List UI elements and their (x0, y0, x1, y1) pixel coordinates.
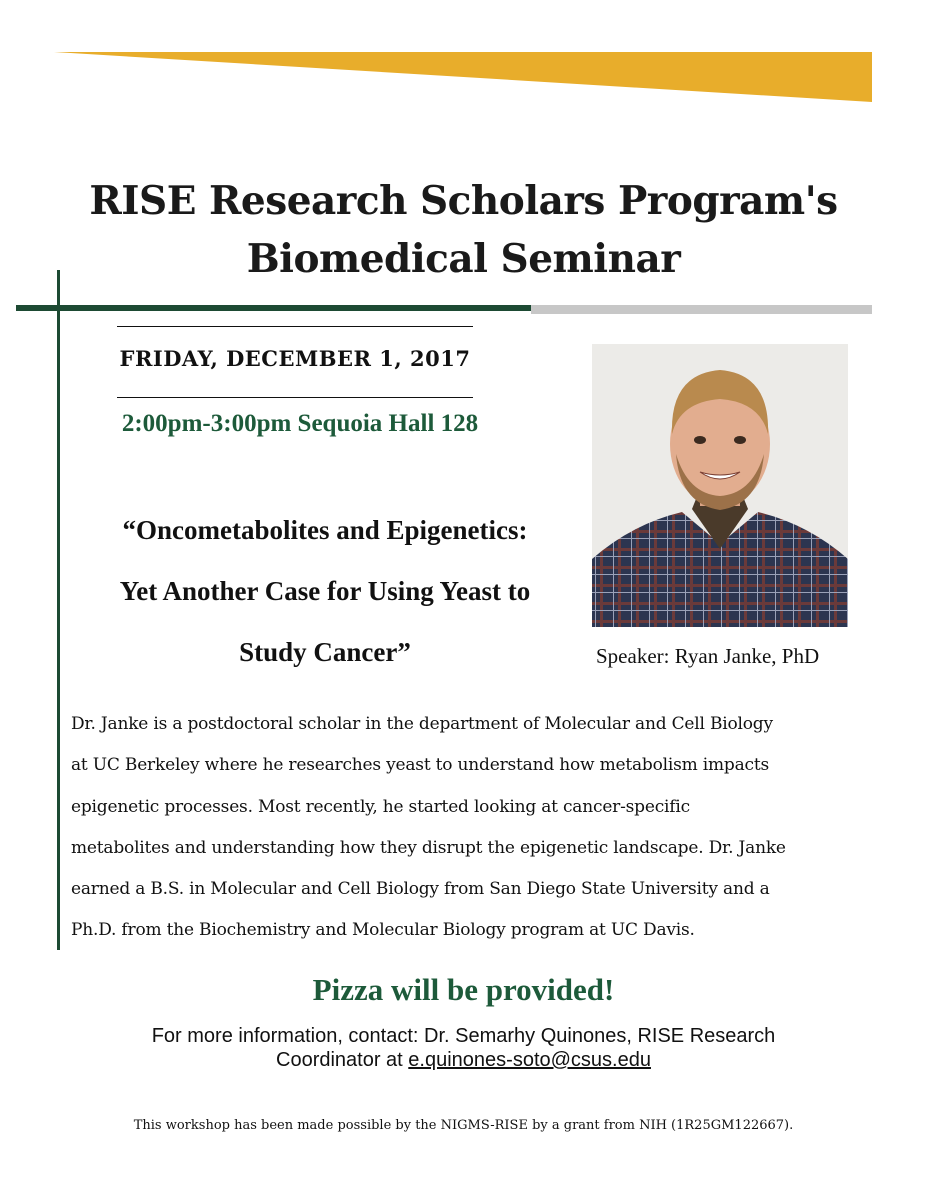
contact-email-link[interactable]: e.quinones-soto@csus.edu (408, 1049, 651, 1071)
bio-line: at UC Berkeley where he researches yeast to understand how metabolism impacts (71, 755, 770, 776)
speaker-bio (71, 704, 871, 952)
bio-line: Dr. Janke is a postdoctoral scholar in the department of Molecular and Cell Biology (71, 714, 773, 734)
bio-line: epigenetic processes. Most recently, he started looking at cancer-specific (71, 796, 690, 817)
talk-title-line: “Oncometabolites and Epigenetics: (122, 515, 528, 545)
date-top-rule (117, 326, 473, 327)
title-line-2: Biomedical Seminar (246, 236, 681, 282)
speaker-photo (592, 344, 848, 627)
green-divider (16, 305, 531, 311)
talk-title-line: Study Cancer” (239, 637, 411, 667)
event-time-location: 2:00pm-3:00pm Sequoia Hall 128 (121, 410, 479, 437)
contact-info (0, 1024, 927, 1072)
pizza-notice: Pizza will be provided! (312, 972, 615, 1007)
event-date: FRIDAY, DECEMBER 1, 2017 (119, 346, 471, 371)
title-line-1: RISE Research Scholars Program's (89, 178, 838, 224)
gold-banner-wedge (0, 0, 927, 110)
bio-line: metabolites and understanding how they disrupt the epigenetic landscape. Dr. Janke (71, 837, 786, 858)
contact-line-2 (0, 1048, 927, 1072)
contact-line-1: For more information, contact: Dr. Semarhy Quinones, RISE Research (151, 1025, 776, 1047)
contact-prefix: Coordinator at (276, 1049, 409, 1071)
talk-title-line: Yet Another Case for Using Yeast to (119, 576, 531, 606)
bio-line: earned a B.S. in Molecular and Cell Biology from San Diego State University and a (71, 879, 770, 900)
speaker-caption: Speaker: Ryan Janke, PhD (596, 644, 820, 668)
page-title (0, 172, 927, 288)
talk-title (60, 500, 590, 683)
date-bottom-rule (117, 397, 473, 398)
gray-divider (531, 305, 872, 314)
bio-line: Ph.D. from the Biochemistry and Molecular Biology program at UC Davis. (71, 920, 695, 941)
funding-footer: This workshop has been made possible by the NIGMS-RISE by a grant from NIH (1R25GM122667). (133, 1118, 794, 1133)
